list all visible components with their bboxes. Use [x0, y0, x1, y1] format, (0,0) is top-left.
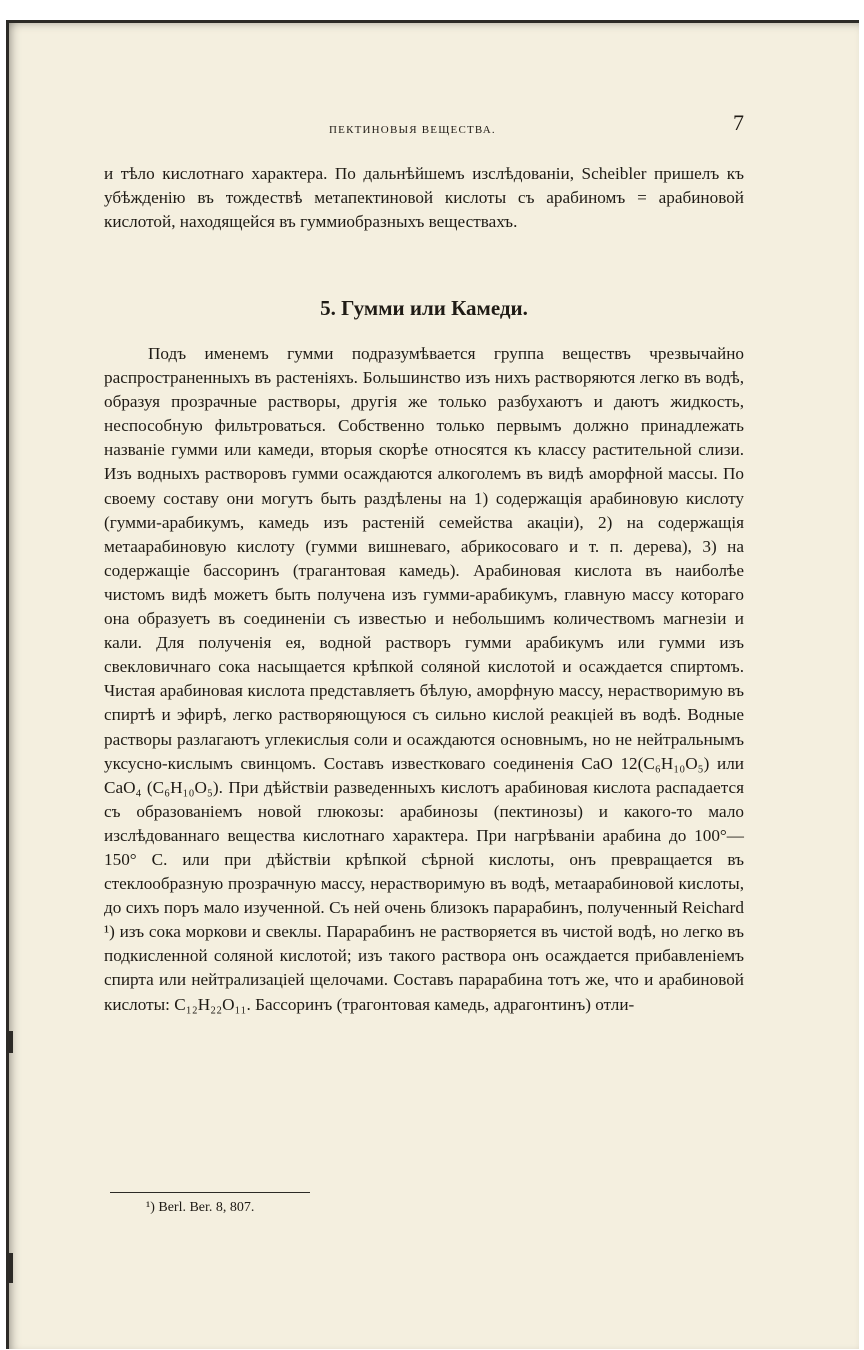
page-header — [104, 106, 744, 146]
body-paragraph: Подъ именемъ гумми подразумѣвается группа веществъ чрезвычайно распространенныхъ въ растеніяхъ. Большинство изъ нихъ растворяются легко въ водѣ, образуя прозрачные растворы, другія же только разбухаютъ и даютъ жидкость, неспособную фильтроваться. Собственно только первымъ должно принадлежать названіе гумми или камеди, вторыя скорѣе относятся къ классу растительной слизи. Изъ водныхъ растворовъ гумми осаждаются алкоголемъ въ видѣ аморфной массы. По своему составу они могутъ быть раздѣлены на 1) содержащія арабиновую кислоту (гумми-арабикумъ, камедь изъ растеній семейства акаціи), 2) на содержащія метаарабиновую кислоту (гумми вишневаго, абрикосоваго и т. п. дерева), 3) на содержащіе бассоринъ (трагантовая камедь). Арабиновая кислота въ наиболѣе чистомъ видѣ можетъ быть получена изъ гумми-арабикумъ, главную массу котораго она образуетъ въ соединеніи съ известью и небольшимъ количествомъ магнезіи и кали. Для полученія ея, водной растворъ гумми арабикумъ или гумми изъ свекловичнаго сока насыщается крѣпкой соляной кислотой и осаждается спиртомъ. Чистая арабиновая кислота представляетъ бѣлую, аморфную массу, нерастворимую въ спиртѣ и эфирѣ, легко растворяющуюся съ сильно кислой реакціей въ водѣ. Водные растворы разлагаютъ углекислыя соли и осаждаются основнымъ, но не нейтральнымъ уксусно-кислымъ свинцомъ. Составъ известковаго соединенія CaO 12(C₆H₁₀O₅) или CaO₄ (C₆H₁₀O₅). При дѣйствіи разведенныхъ кислотъ арабиновая кислота распадается съ образованіемъ новой глюкозы: арабинозы (пектинозы) и какого-то мало изслѣдованнаго вещества кислотнаго характера. При нагрѣваніи арабина до 100°—150° С. или при дѣйствіи крѣпкой сѣрной кислоты, онъ превращается въ стеклообразную прозрачную массу, нерастворимую въ водѣ, метаарабиновой кислоты, до сихъ поръ мало изученной. Съ ней очень близокъ парарабинъ, полученный Reichard ¹) изъ сока моркови и свеклы. Парарабинъ не растворяется въ чистой водѣ, но легко въ подкисленной соляной кислотой; изъ такого раствора онъ осаждается прибавленіемъ спирта или нейтрализаціей щелочами. Составъ парарабина тотъ же, что и арабиновой кислоты: C₁₂H₂₂O₁₁. Бассоринъ (трагонтовая камедь, адрагонтинъ) отли- — [104, 344, 744, 1014]
lead-paragraph: и тѣло кислотнаго характера. По дальнѣйшемъ изслѣдованіи, Scheibler пришелъ къ убѣжденію въ тождествѣ метапектиновой кислоты съ арабиномъ = арабиновой кислотой, находящейся въ гуммиобразныхъ веществахъ. — [104, 164, 744, 232]
print-mark — [9, 1031, 13, 1053]
running-head: ПЕКТИНОВЫЯ ВЕЩЕСТВА. — [329, 124, 496, 136]
footnote: ¹) Berl. Ber. 8, 807. — [146, 1200, 255, 1215]
print-mark — [9, 1253, 13, 1283]
section-heading: 5. Гумми или Камеди. — [320, 296, 528, 320]
footnote-divider — [110, 1192, 310, 1193]
section-body — [104, 342, 744, 1017]
page-number: 7 — [733, 110, 744, 135]
